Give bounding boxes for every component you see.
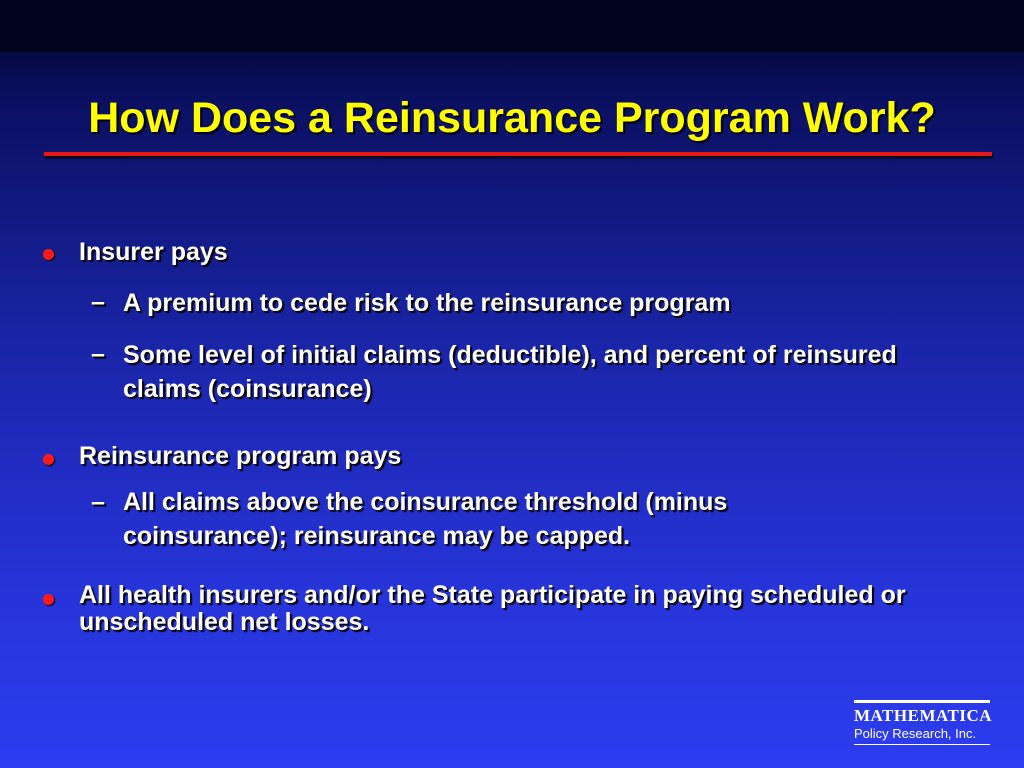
logo-top-bar [854,700,990,703]
mathematica-logo [854,700,992,745]
sub-1-2-text: Some level of initial claims (deductible), and percent of reinsured claims (coinsurance) [123,341,897,403]
sub-dash: – [91,488,105,516]
sub-1-1-text: A premium to cede risk to the reinsurance program [123,289,731,317]
bullet-3-text: All health insurers and/or the State participate in paying scheduled or unscheduled net losses. [79,581,906,636]
logo-subtitle: Policy Research, Inc. [854,726,977,741]
bullet-1-text: Insurer pays [79,238,228,266]
sub-dash: – [91,340,105,368]
logo-bottom-line [854,744,990,745]
bullet-2-text: Reinsurance program pays [79,442,402,470]
sub-dash: – [91,288,105,316]
top-band [0,0,1024,52]
sub-2-1-text: All claims above the coinsurance threshold (minus coinsurance); reinsurance may be capped. [123,488,728,550]
bullet-dot-icon [43,249,54,260]
bullet-dot-icon [43,454,54,465]
slide-title: How Does a Reinsurance Program Work? [88,94,936,142]
logo-name: MATHEMATICA [854,706,993,725]
bullet-dot-icon [43,594,54,605]
title-underline [44,152,992,156]
